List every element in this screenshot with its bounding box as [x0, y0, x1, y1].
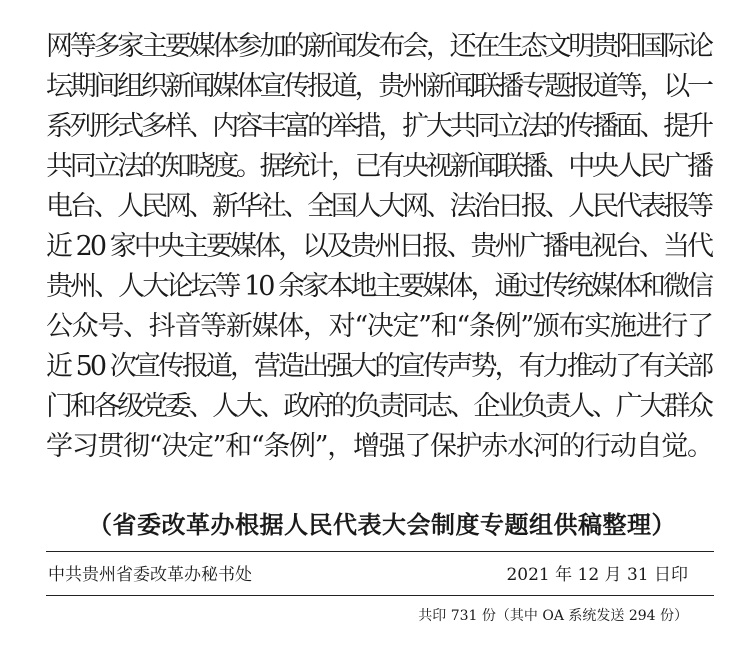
issuer-name: 中共贵州省委改革办秘书处	[48, 565, 252, 585]
footer-top-rule	[46, 551, 714, 552]
footer-bottom-rule	[46, 595, 714, 596]
body-line-4: 共同立法的知晓度。据统计，已有央视新闻联播、中央人民广播	[46, 151, 711, 182]
body-paragraph	[46, 27, 714, 467]
body-line-7: 贵州、人大论坛等 10 余家本地主要媒体，通过传统媒体和微信	[46, 271, 712, 302]
body-line-3: 系列形式多样、内容丰富的举措，扩大共同立法的传播面、提升	[46, 111, 711, 142]
print-date: 2021 年 12 月 31 日印	[506, 565, 688, 585]
body-line-10: 门和各级党委、人大、政府的负责同志、企业负责人、广大群众	[46, 391, 711, 422]
body-line-9: 近 50 次宣传报道，营造出强大的宣传声势，有力推动了有关部	[46, 351, 712, 382]
body-line-11: 学习贯彻“决定”和“条例”，增强了保护赤水河的行动自觉。	[46, 431, 713, 462]
body-line-6: 近 20 家中央主要媒体，以及贵州日报、贵州广播电视台、当代	[46, 231, 712, 262]
body-line-5: 电台、人民网、新华社、全国人大网、法治日报、人民代表报等	[46, 191, 711, 222]
print-count: 共印 731 份（其中 OA 系统发送 294 份）	[418, 608, 688, 624]
body-line-1: 网等多家主要媒体参加的新闻发布会，还在生态文明贵阳国际论	[46, 31, 711, 62]
body-line-2: 坛期间组织新闻媒体宣传报道，贵州新闻联播专题报道等，以一	[46, 71, 711, 102]
source-note: （省委改革办根据人民代表大会制度专题组供稿整理）	[88, 511, 676, 539]
body-line-8: 公众号、抖音等新媒体，对“决定”和“条例”颁布实施进行了	[46, 311, 713, 342]
